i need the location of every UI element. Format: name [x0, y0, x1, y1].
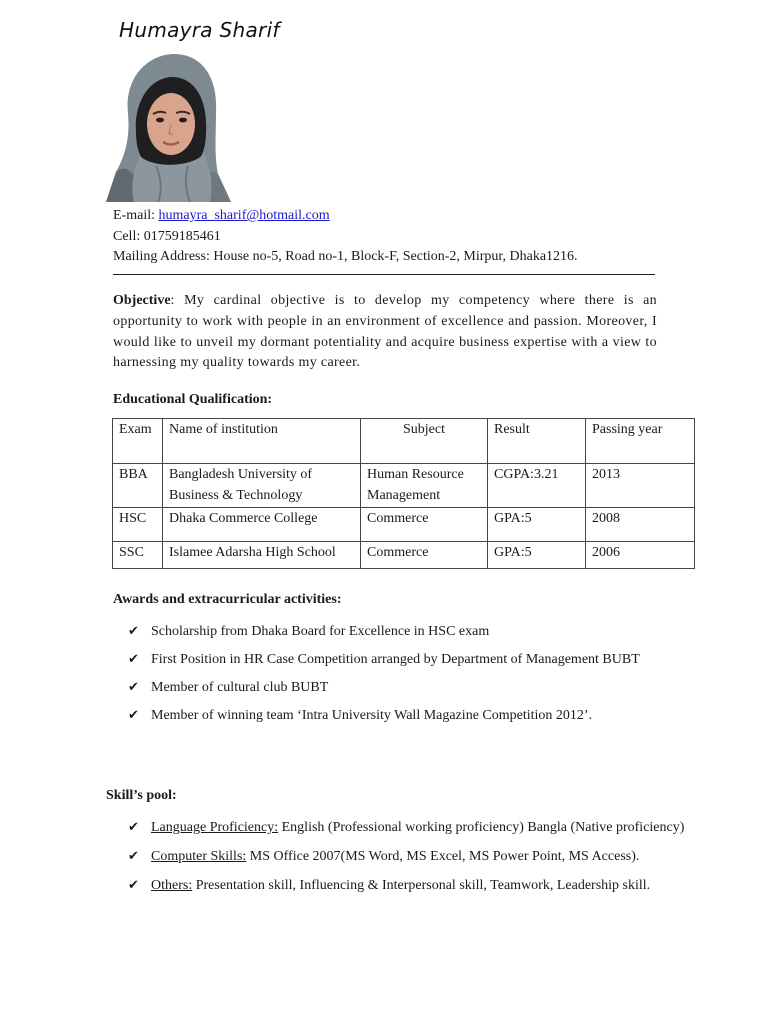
table-cell: CGPA:3.21 — [488, 464, 586, 508]
skill-label: Language Proficiency: — [151, 820, 279, 835]
table-cell: SSC — [113, 542, 163, 569]
skills-heading: Skill’s pool: — [106, 788, 177, 803]
table-header-cell: Name of institution — [163, 419, 361, 464]
skill-label: Computer Skills: — [151, 849, 247, 864]
list-item — [128, 618, 669, 646]
divider-rule — [113, 274, 655, 275]
table-header-row — [113, 419, 695, 464]
table-header-cell: Result — [488, 419, 586, 464]
award-text: First Position in HR Case Competition arranged by Department of Management BUBT — [151, 652, 640, 667]
table-header-cell: Passing year — [586, 419, 695, 464]
address-line: Mailing Address: House no-5, Road no-1, Block-F, Section-2, Mirpur, Dhaka1216. — [113, 249, 578, 265]
email-label: E-mail: — [113, 208, 159, 223]
check-icon: ✔ — [128, 652, 139, 667]
list-item — [128, 674, 669, 702]
table-header-cell: Subject — [361, 419, 488, 464]
list-item — [128, 646, 669, 674]
table-row — [113, 542, 695, 569]
skills-list — [128, 813, 758, 900]
table-cell: GPA:5 — [488, 542, 586, 569]
objective-label: Objective — [113, 293, 171, 308]
table-cell: Islamee Adarsha High School — [163, 542, 361, 569]
table-cell: 2013 — [586, 464, 695, 508]
profile-photo — [106, 44, 236, 202]
table-row — [113, 464, 695, 508]
table-cell: Commerce — [361, 508, 488, 542]
email-line — [113, 206, 578, 227]
objective-paragraph — [113, 291, 657, 374]
check-icon: ✔ — [128, 820, 139, 835]
awards-heading: Awards and extracurricular activities: — [113, 592, 342, 607]
education-heading: Educational Qualification: — [113, 392, 273, 407]
table-row — [113, 508, 695, 542]
cell-line: Cell: 01759185461 — [113, 228, 221, 244]
table-cell: Human Resource Management — [361, 464, 488, 508]
award-text: Member of winning team ‘Intra University Wall Magazine Competition 2012’. — [151, 708, 593, 723]
award-text: Scholarship from Dhaka Board for Excellence in HSC exam — [151, 624, 490, 639]
candidate-name: Humayra Sharif — [119, 18, 280, 42]
education-table — [112, 418, 695, 569]
check-icon: ✔ — [128, 849, 139, 864]
check-icon: ✔ — [128, 624, 139, 639]
table-cell: BBA — [113, 464, 163, 508]
awards-list — [128, 618, 669, 730]
list-item — [128, 702, 669, 730]
table-cell: 2006 — [586, 542, 695, 569]
list-item — [128, 813, 758, 842]
skill-text: English (Professional working proficiency) Bangla (Native proficiency) — [278, 820, 685, 835]
check-icon: ✔ — [128, 708, 139, 723]
table-cell: 2008 — [586, 508, 695, 542]
table-cell: Commerce — [361, 542, 488, 569]
table-cell: HSC — [113, 508, 163, 542]
award-text: Member of cultural club BUBT — [151, 680, 329, 695]
list-item — [128, 842, 758, 871]
table-cell: GPA:5 — [488, 508, 586, 542]
email-link[interactable]: humayra_sharif@hotmail.com — [158, 208, 330, 223]
objective-text: : My cardinal objective is to develop my competency where there is an opportunity to work with people in an environment of excellence and passion. Moreover, I would like to unveil my dormant potentiality and acquire business expertise with a view to harnessing my quality towards my career. — [113, 293, 657, 371]
skill-text: MS Office 2007(MS Word, MS Excel, MS Power Point, MS Access). — [246, 849, 640, 864]
skill-text: Presentation skill, Influencing & Interpersonal skill, Teamwork, Leadership skill. — [192, 878, 651, 893]
skill-label: Others: — [151, 878, 193, 893]
check-icon: ✔ — [128, 680, 139, 695]
table-cell: Bangladesh University of Business & Technology — [163, 464, 361, 508]
list-item — [128, 871, 758, 900]
contact-block — [113, 206, 578, 268]
check-icon: ✔ — [128, 878, 139, 893]
table-header-cell: Exam — [113, 419, 163, 464]
table-cell: Dhaka Commerce College — [163, 508, 361, 542]
